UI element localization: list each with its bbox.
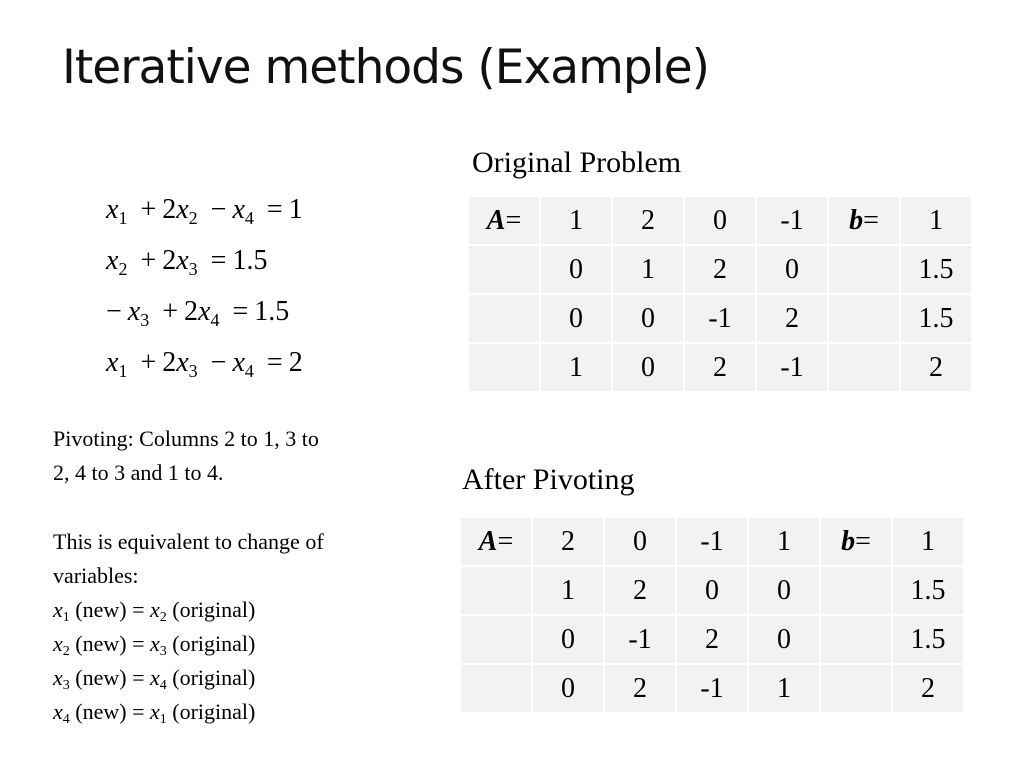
b-label-cell	[829, 197, 899, 244]
matrix-cell: 0	[605, 518, 675, 565]
subscript: 4	[210, 310, 220, 330]
matrix-cell: 0	[685, 197, 755, 244]
equals-sign: =	[855, 525, 871, 557]
coefficient: 2	[162, 347, 177, 378]
subscript: 1	[62, 610, 70, 625]
mapping-text: (original)	[166, 597, 256, 622]
table-row	[461, 616, 963, 663]
variable: x	[106, 347, 119, 378]
pivoting-line-2: 2, 4 to 3 and 1 to 4.	[53, 460, 224, 485]
slide-title: Iterative methods (Example)	[62, 40, 709, 95]
vector-cell: 2	[893, 665, 963, 712]
empty-cell	[821, 616, 891, 663]
b-label: b	[849, 204, 864, 236]
subscript: 3	[159, 644, 167, 659]
variable: x	[176, 245, 189, 276]
matrix-cell: 2	[757, 295, 827, 342]
empty-cell	[461, 567, 531, 614]
vector-cell: 1.5	[893, 616, 963, 663]
table-row	[469, 197, 971, 244]
empty-cell	[821, 665, 891, 712]
empty-cell	[829, 246, 899, 293]
pivoting-line-1: Pivoting: Columns 2 to 1, 3 to	[53, 426, 319, 451]
mapping-text: (new) =	[69, 699, 150, 724]
mapping-line	[53, 627, 324, 661]
subscript: 2	[62, 644, 70, 659]
equation-system	[106, 190, 303, 394]
matrix-cell: 2	[685, 344, 755, 391]
variable: x	[53, 665, 63, 690]
matrix-cell: 2	[677, 616, 747, 663]
matrix-cell: -1	[757, 344, 827, 391]
subscript: 2	[118, 259, 128, 279]
coefficient: 2	[184, 296, 199, 327]
matrix-cell: 0	[533, 616, 603, 663]
vector-cell: 2	[901, 344, 971, 391]
matrix-cell: 1	[541, 344, 611, 391]
mapping-line	[53, 695, 324, 729]
operator: +	[140, 245, 157, 276]
matrix-cell: 0	[757, 246, 827, 293]
variable: x	[53, 631, 63, 656]
vector-cell: 1.5	[901, 246, 971, 293]
equivalence-line-2: variables:	[53, 563, 139, 588]
table-row	[469, 295, 971, 342]
matrix-cell: 0	[613, 344, 683, 391]
variable: x	[149, 631, 160, 656]
b-label-cell	[821, 518, 891, 565]
variable: x	[106, 194, 119, 225]
equivalence-line-1: This is equivalent to change of	[53, 529, 324, 554]
rhs-value: 1.5	[254, 296, 290, 327]
original-problem-caption: Original Problem	[472, 146, 682, 179]
equals-sign: =	[505, 204, 522, 236]
matrix-cell: 0	[613, 295, 683, 342]
matrix-cell: 0	[541, 246, 611, 293]
matrix-cell: 2	[613, 197, 683, 244]
coefficient: 2	[162, 245, 177, 276]
table-row	[461, 518, 963, 565]
empty-cell	[829, 295, 899, 342]
subscript: 4	[62, 712, 70, 727]
variable: x	[176, 194, 189, 225]
variable: x	[53, 597, 63, 622]
operator: +	[140, 347, 157, 378]
empty-cell	[829, 344, 899, 391]
variable: x	[106, 245, 119, 276]
variable: x	[232, 194, 245, 225]
subscript: 1	[118, 208, 128, 228]
vector-cell: 1	[893, 518, 963, 565]
vector-cell: 1.5	[901, 295, 971, 342]
rhs-value: 1.5	[232, 245, 268, 276]
vector-cell: 1	[901, 197, 971, 244]
matrix-cell: 2	[605, 665, 675, 712]
subscript: 2	[188, 208, 198, 228]
operator: −	[210, 194, 227, 225]
variable: x	[149, 665, 160, 690]
equation-4	[106, 343, 303, 394]
pivoting-note	[53, 422, 319, 490]
operator: +	[140, 194, 157, 225]
matrix-cell: 0	[749, 616, 819, 663]
table-row	[469, 246, 971, 293]
mapping-text: (new) =	[69, 597, 150, 622]
subscript: 1	[118, 361, 128, 381]
equals-sign: =	[497, 525, 514, 557]
variable: x	[127, 296, 141, 327]
equation-1	[106, 190, 303, 241]
mapping-text: (original)	[166, 699, 256, 724]
empty-cell	[461, 665, 531, 712]
variable: x	[232, 347, 245, 378]
variable: x	[149, 597, 160, 622]
mapping-text: (new) =	[69, 631, 150, 656]
matrix-cell: 1	[749, 518, 819, 565]
mapping-line	[53, 593, 324, 627]
after-pivoting-caption: After Pivoting	[462, 463, 635, 496]
empty-cell	[821, 567, 891, 614]
matrix-cell: -1	[677, 665, 747, 712]
matrix-cell: 2	[685, 246, 755, 293]
a-label: A	[486, 204, 506, 236]
equals-sign: =	[232, 296, 249, 327]
rhs-value: 1	[288, 194, 303, 225]
subscript: 4	[244, 208, 254, 228]
matrix-cell: -1	[605, 616, 675, 663]
empty-cell	[469, 246, 539, 293]
a-label: A	[478, 525, 498, 557]
a-label-cell	[469, 197, 539, 244]
subscript: 3	[188, 259, 198, 279]
leading-sign: −	[106, 296, 122, 327]
equals-sign: =	[863, 204, 879, 236]
matrix-cell: -1	[757, 197, 827, 244]
equation-3	[106, 292, 303, 343]
a-label-cell	[461, 518, 531, 565]
subscript: 4	[244, 361, 254, 381]
subscript: 4	[159, 678, 167, 693]
empty-cell	[469, 344, 539, 391]
matrix-cell: 1	[749, 665, 819, 712]
variable: x	[149, 699, 160, 724]
equivalence-note	[53, 525, 324, 729]
matrix-cell: 2	[533, 518, 603, 565]
matrix-cell: 1	[541, 197, 611, 244]
variable: x	[198, 296, 211, 327]
equals-sign: =	[266, 347, 283, 378]
vector-cell: 1.5	[893, 567, 963, 614]
matrix-cell: 1	[613, 246, 683, 293]
coefficient: 2	[162, 194, 177, 225]
variable: x	[53, 699, 63, 724]
b-label: b	[841, 525, 856, 557]
mapping-text: (original)	[166, 665, 256, 690]
matrix-cell: -1	[685, 295, 755, 342]
matrix-cell: 0	[541, 295, 611, 342]
empty-cell	[469, 295, 539, 342]
operator: −	[210, 347, 227, 378]
table-row	[461, 567, 963, 614]
equals-sign: =	[266, 194, 283, 225]
matrix-cell: 2	[605, 567, 675, 614]
mapping-line	[53, 661, 324, 695]
empty-cell	[461, 616, 531, 663]
matrix-cell: 0	[749, 567, 819, 614]
subscript: 3	[188, 361, 198, 381]
pivoted-matrix-table	[459, 516, 965, 714]
variable: x	[176, 347, 189, 378]
subscript: 1	[159, 712, 167, 727]
subscript: 3	[62, 678, 70, 693]
equals-sign: =	[210, 245, 227, 276]
matrix-cell: 0	[533, 665, 603, 712]
matrix-cell: 0	[677, 567, 747, 614]
mapping-text: (original)	[166, 631, 256, 656]
subscript: 2	[159, 610, 167, 625]
subscript: 3	[140, 310, 150, 330]
rhs-value: 2	[288, 347, 303, 378]
matrix-cell: 1	[533, 567, 603, 614]
matrix-cell: -1	[677, 518, 747, 565]
mapping-text: (new) =	[69, 665, 150, 690]
table-row	[469, 344, 971, 391]
operator: +	[162, 296, 179, 327]
equation-2	[106, 241, 303, 292]
original-matrix-table	[467, 195, 973, 393]
table-row	[461, 665, 963, 712]
